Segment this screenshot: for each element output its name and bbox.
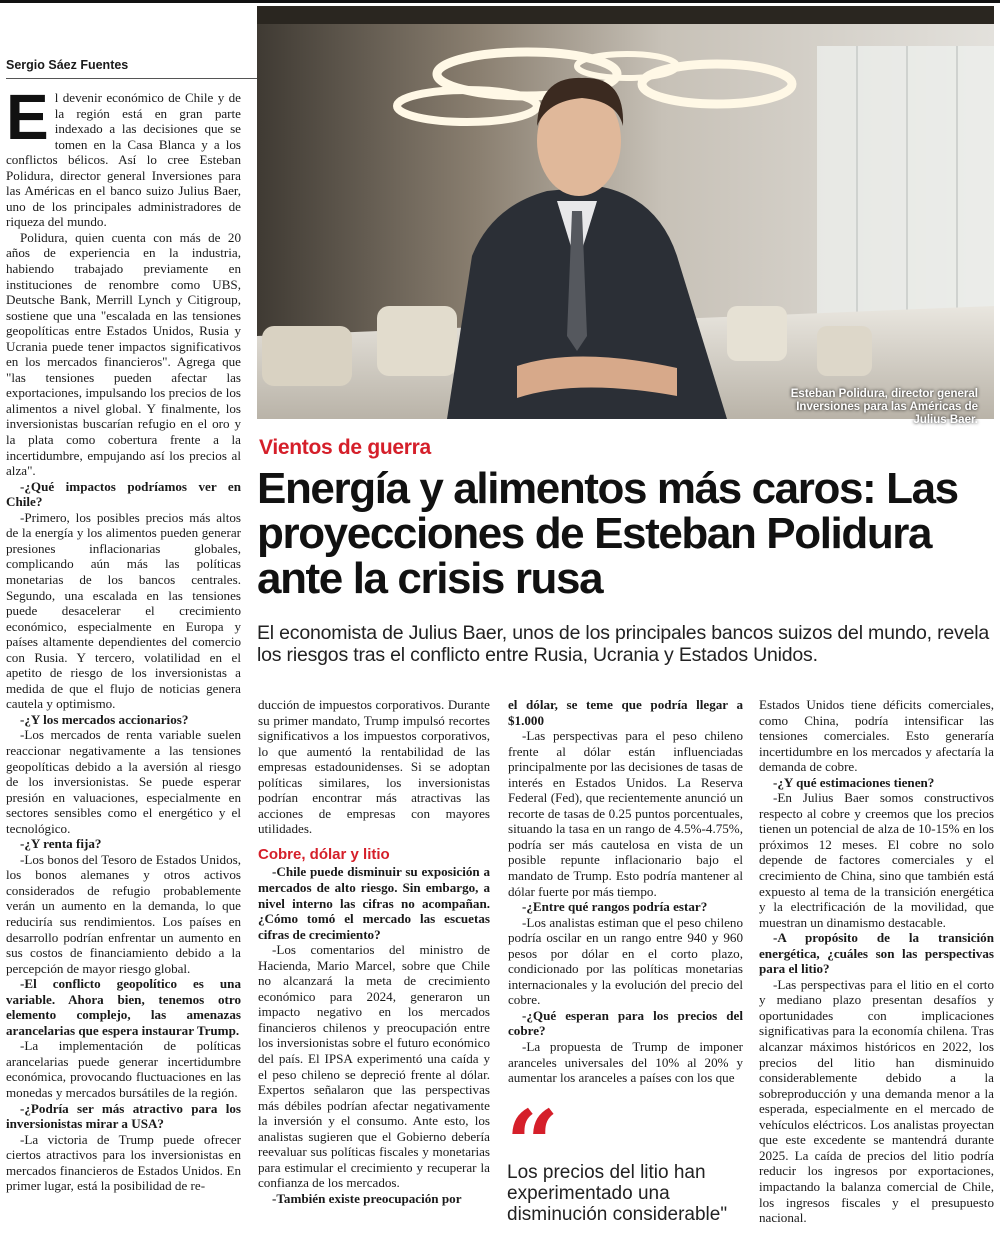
author-byline: Sergio Sáez Fuentes	[6, 58, 268, 79]
headline: Energía y alimentos más caros: Las proyecciones de Esteban Polidura ante la crisis rusa	[257, 464, 958, 603]
column-3	[508, 697, 743, 1086]
question: -También existe preocupación por	[272, 1190, 462, 1206]
quote-mark-icon: “	[506, 1090, 559, 1198]
top-rule	[0, 0, 1000, 3]
paragraph: -Primero, los posibles precios más altos de la energía y los alimentos pueden generar presiones inflacionarias globales, complicando aún más las políticas monetarias de los bancos centrales. Segundo, una escalada en las tensiones puede desacelerar el crecimiento económico, especialmente en Europa y países altamente dependientes del comercio con Rusia. Y tercero, volatilidad en el apetito de riesgo de los inversionistas a medida de que el flujo de noticias genera cautela y optimismo.	[6, 509, 241, 712]
question: -A propósito de la transición energética, ¿cuáles son las perspectivas para el litio?	[759, 930, 994, 977]
question: -¿Qué esperan para los precios del cobre?	[508, 1007, 743, 1039]
paragraph: -Los bonos del Tesoro de Estados Unidos, los bonos alemanes y otros activos considerados de refugio probablemente verán un aumento en la demanda, lo que reduciría sus rendimientos. Los países en desarrollo podrían enfrentar un aumento en sus costos de financiamiento debido a la percepción de mayor riesgo global.	[6, 851, 241, 976]
paragraph: -La implementación de políticas arancelarias puede generar incertidumbre económica, provocando fluctuaciones en las monedas y mercados bursátiles de la región.	[6, 1038, 241, 1100]
photo-illustration	[257, 6, 994, 419]
subhead: Cobre, dólar y litio	[258, 845, 390, 863]
paragraph: -La victoria de Trump puede ofrecer ciertos atractivos para los inversionistas en mercados financieros de Estados Unidos. En primer lugar, está la posibilidad de re-	[6, 1131, 241, 1194]
paragraph: -Las perspectivas para el peso chileno frente al dólar están influenciadas principalmente por las decisiones de tasas de interés en Estados Unidos. La Reserva Federal (Fed), que recientemente anunció un recorte de tasas de 0.25 puntos porcentuales, situando la tasa en un rango de 4.5%-4.75%, podría ser más cautelosa en vista de un posible repunte inflacionario bajo el mandato de Trump. Esto podría mantener al dólar fuerte por más tiempo.	[508, 728, 743, 899]
question: -¿Y renta fija?	[20, 836, 102, 852]
column-4	[759, 697, 994, 1226]
lead-paragraph: El devenir económico de Chile y de la región está en gran parte indexado a las decisiones que se tomen en la Casa Blanca y a los conflictos bélicos. Así lo cree Esteban Polidura, director general Inversiones para las Américas en el banco suizo Julius Baer, uno de los principales administradores de riqueza del mundo.	[6, 81, 241, 230]
paragraph: -Los mercados de renta variable suelen reaccionar negativamente a las tensiones geopolíticas debido a la aversión al riesgo de los inversionistas. Se puede esperar presión en valuaciones, especialmente en sectores sensibles como el energético y el tecnológico.	[6, 727, 241, 836]
paragraph: -Los analistas estiman que el peso chileno podría oscilar en un rango entre 940 y 960 pesos por dólar en el corto plazo, condicionado por las políticas monetarias internacionales y la evolución del precio del cobre.	[508, 914, 743, 1008]
column-2	[258, 697, 490, 1207]
question: -Chile puede disminuir su exposición a mercados de alto riesgo. Sin embargo, a nivel interno las cifras no acompañan. ¿Cómo tomó el mercado las escuetas cifras de crecimiento?	[258, 864, 490, 942]
question: -¿Y los mercados accionarios?	[20, 711, 189, 727]
question: -¿Qué impactos podríamos ver en Chile?	[6, 478, 241, 510]
column-1	[6, 81, 241, 1194]
question: el dólar, se teme que podría llegar a $1.000	[508, 697, 743, 728]
question: -¿Podría ser más atractivo para los inversionistas mirar a USA?	[6, 1100, 241, 1132]
question: -¿Y qué estimaciones tienen?	[773, 774, 935, 790]
question: -El conflicto geopolítico es una variable. Ahora bien, tenemos otro elemento complejo, las amenazas arancelarias que espera instaurar Trump.	[6, 976, 241, 1038]
paragraph: Estados Unidos tiene déficits comerciales, como China, podría intensificar las tensiones comerciales. Esto generaría incertidumbre en los mercados y afectaría la demanda de cobre.	[759, 697, 994, 775]
portrait-photo	[257, 6, 994, 426]
paragraph: ducción de impuestos corporativos. Durante su primer mandato, Trump impulsó recortes significativos a los impuestos corporativos, lo que aumentó la rentabilidad de las empresas estadounidenses. Si se adoptan políticas similares, los inversionistas podrían encontrar más atractivas las acciones de empresas con mayores utilidades.	[258, 697, 490, 837]
paragraph: -Los comentarios del ministro de Hacienda, Mario Marcel, sobre que Chile no alcanzará la meta de crecimiento económico para 2024, generaron un impacto negativo en los mercados financieros chilenos y preocupación entre los inversionistas sobre el futuro económico del país. El IPSA experimentó una caída y el peso chileno se depreció frente al dólar. Expertos señalaron que las perspectivas más débiles podrían afectar negativamente la inversión y el consumo. Ante esto, los analistas sugieren que el Gobierno debería reevaluar sus políticas fiscales y monetarias para estimular el crecimiento y recuperar la confianza de los mercados.	[258, 942, 490, 1191]
paragraph: -La propuesta de Trump de imponer aranceles universales del 10% al 20% y aumentar los aranceles a países con los que	[508, 1039, 743, 1086]
deck: El economista de Julius Baer, unos de los principales bancos suizos del mundo, revela los riesgos tras el conflicto entre Rusia, Ucrania y Estados Unidos.	[257, 622, 990, 666]
paragraph: -Las perspectivas para el litio en el corto y mediano plazo presentan desafíos y oportunidades con implicaciones significativas para la economía chilena. Tras alcanzar máximos históricos en 2022, los precios del litio han disminuido considerablemente debido a la sobreproducción y una demanda menor a la esperada, especialmente en el mercado de vehículos eléctricos. Los analistas proyectan que este excedente se mantendrá durante 2025. La caída de precios del litio podría reducir los ingresos por exportaciones, impactando la balanza comercial de Chile, los ingresos fiscales y el presupuesto nacional.	[759, 976, 994, 1226]
paragraph: Polidura, quien cuenta con más de 20 años de experiencia en la industria, habiendo trabajado previamente en instituciones de renombre como UBS, Deutsche Bank, Merrill Lynch y Citigroup, sostiene que una "escalada en las tensiones geopolíticas entre Estados Unidos, Rusia y Ucrania puede tener impactos significativos en los mercados financieros". Agrega que "las tensiones pueden afectar las exportaciones, impulsando los precios de los alimentos a nivel global. Y finalmente, los inversionistas buscarían refugio en el oro y la plata como cobertura frente a la incertidumbre, empujando así los precios al alza".	[6, 229, 241, 479]
drop-cap: E	[6, 81, 49, 153]
section-kicker: Vientos de guerra	[259, 436, 431, 459]
photo-caption: Esteban Polidura, director general Inversiones para las Américas de Julius Baer.	[790, 388, 978, 426]
paragraph: -En Julius Baer somos constructivos respecto al cobre y creemos que los precios tienen un potencial de alza de 10-15% en los próximos 12 meses. El cobre no solo depende de factores comerciales y el crecimiento de China, sino que también está expuesto al tema de la transición energética y la electrificación de la movilidad, que muestran un dinamismo destacable.	[759, 790, 994, 930]
pull-quote: Los precios del litio han experimentado una disminución considerable"	[507, 1162, 728, 1225]
question: -¿Entre qué rangos podría estar?	[522, 899, 708, 915]
